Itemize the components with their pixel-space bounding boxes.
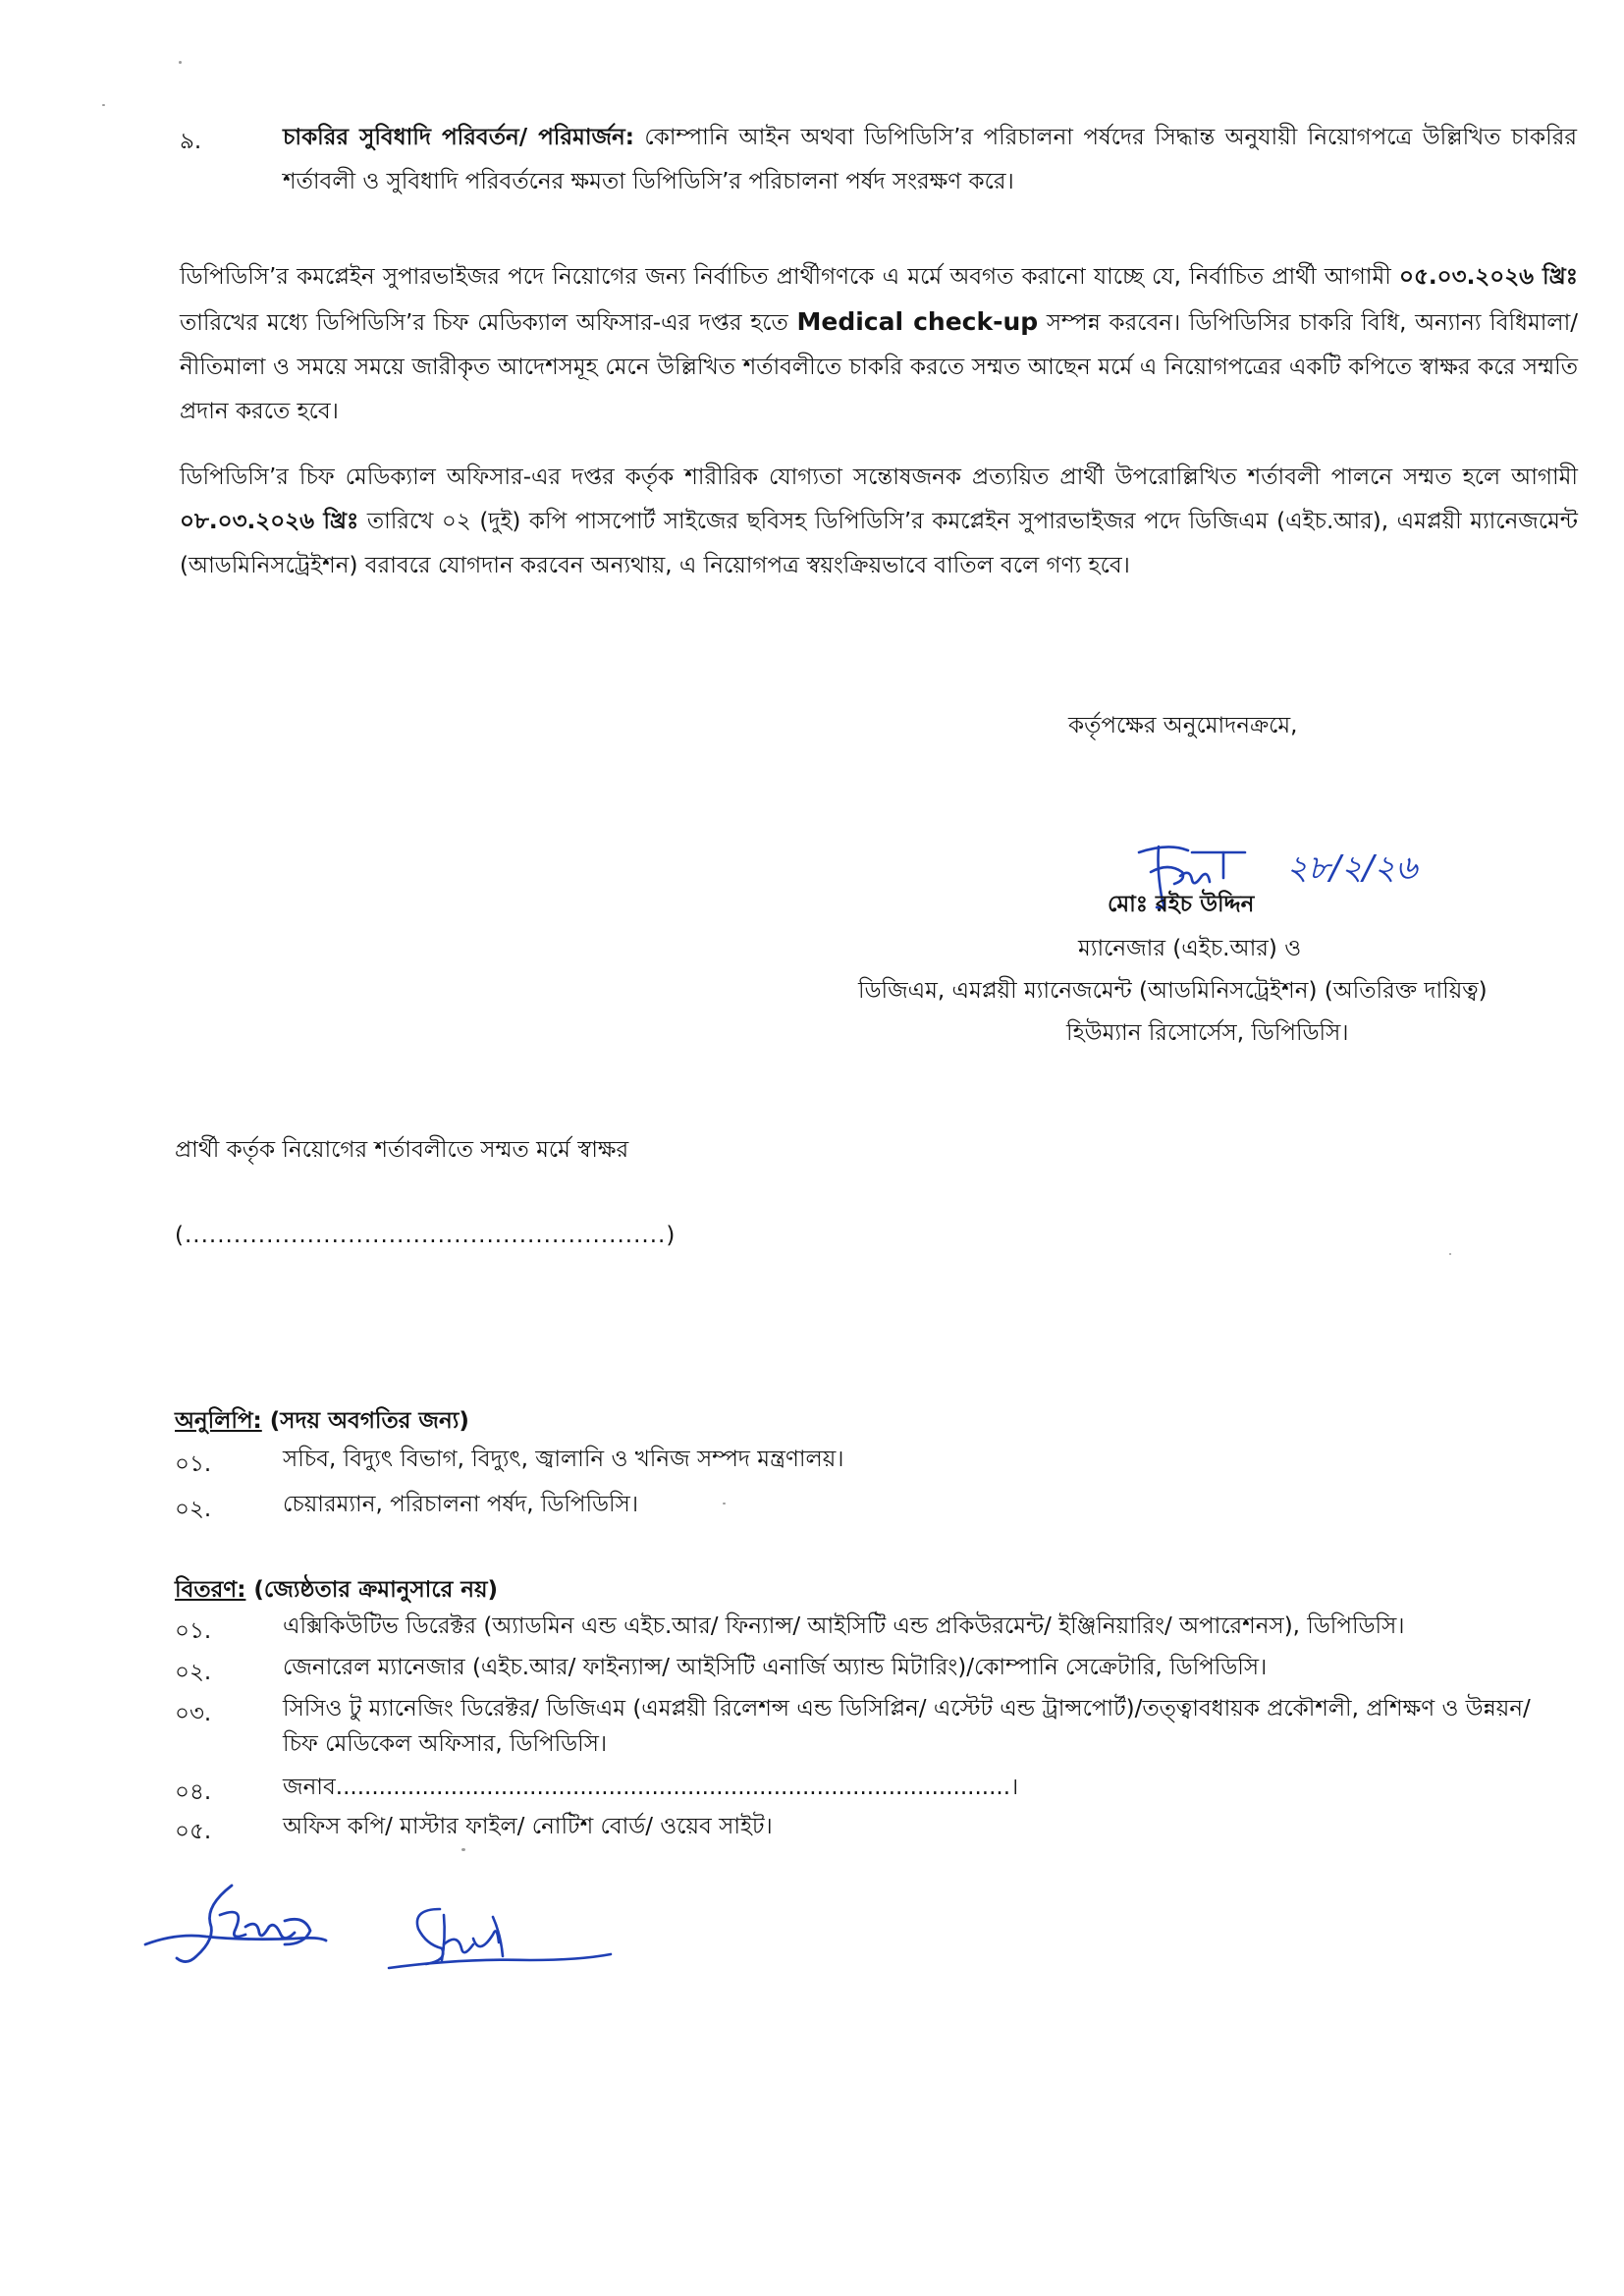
para1-text: তারিখের মধ্যে ডিপিডিসি’র চিফ মেডিক্যাল অফিসার-এর দপ্তর হতে — [180, 310, 797, 336]
joining-date: ০৮.০৩.২০২৬ খ্রিঃ — [180, 509, 359, 534]
medical-checkup-paragraph — [180, 255, 1578, 434]
distribution-item-number: ০৫. — [175, 1819, 212, 1844]
copy-item-text: চেয়ারম্যান, পরিচালনা পর্ষদ, ডিপিডিসি। — [283, 1492, 639, 1517]
signatory-designation-1: ম্যানেজার (এইচ.আর) ও — [1078, 936, 1302, 961]
signatory-designation-2: ডিজিএম, এমপ্লয়ী ম্যানেজমেন্ট (আডমিনিসট্রেইশন) (অতিরিক্ত দায়িত্ব) — [858, 978, 1488, 1004]
medical-date: ০৫.০৩.২০২৬ খ্রিঃ — [1399, 264, 1578, 290]
copy-section-heading — [175, 1402, 469, 1441]
distribution-subheading: (জ্যেষ্ঠতার ক্রমানুসারে নয়) — [245, 1577, 499, 1603]
scan-speck — [179, 61, 182, 64]
distribution-label: বিতরণ: — [175, 1577, 246, 1603]
clause-body: কোম্পানি আইন অথবা ডিপিডিসি’র পরিচালনা পর্ষদের সিদ্ধান্ত অনুযায়ী নিয়োগপত্রে উল্লিখিত চাকরির শর্তাবলী ও সুবিধাদি পরিবর্তনের ক্ষমতা ডিপিডিসি’র পরিচালনা পর্ষদ সংরক্ষণ করে। — [283, 125, 1577, 194]
copy-item-text: সচিব, বিদ্যুৎ বিভাগ, বিদ্যুৎ, জ্বালানি ও খনিজ সম্পদ মন্ত্রণালয়। — [283, 1447, 844, 1472]
scan-speck — [723, 1503, 726, 1504]
copy-heading: অনুলিপি: — [175, 1408, 262, 1434]
distribution-item-number: ০৩. — [175, 1701, 212, 1726]
para2-text: ডিপিডিসি’র চিফ মেডিক্যাল অফিসার-এর দপ্তর কর্তৃক শারীরিক যোগ্যতা সন্তোষজনক প্রত্যয়িত প্রার্থী উপরোল্লিখিত শর্তাবলী পালনে সম্মত হলে আগামী — [180, 465, 1578, 490]
signatory-name: মোঃ রইচ উদ্দিন — [1108, 892, 1255, 917]
scan-speck — [1449, 1253, 1451, 1255]
scan-speck — [102, 104, 105, 106]
distribution-item-number: ০১. — [175, 1618, 212, 1644]
signature-date: ২৮/২/২৬ — [1286, 848, 1418, 888]
distribution-item-text: জনাব..............................................................................................। — [283, 1775, 1019, 1800]
copy-item-number: ০২. — [175, 1497, 212, 1522]
para2-text: তারিখে ০২ (দুই) কপি পাসপোর্ট সাইজের ছবিসহ ডিপিডিসি’র কমপ্লেইন সুপারভাইজর পদে ডিজিএম (এইচ.আর), এমপ্লয়ী ম্যানেজমেন্ট (আডমিনিসট্রেইশন) বরাবরে যোগদান করবেন অন্যথায়, এ নিয়োগপত্র স্বয়ংক্রিয়ভাবে বাতিল বলে গণ্য হবে। — [180, 509, 1578, 578]
initial-signature-left — [137, 1876, 334, 1984]
distribution-item-text: জেনারেল ম্যানেজার (এইচ.আর/ ফাইন্যান্স/ আইসিটি এনার্জি অ্যান্ড মিটারিং)/কোম্পানি সেক্রেটারি, ডিপিডিসি। — [283, 1655, 1268, 1680]
clause-9-text — [283, 116, 1577, 204]
signatory-designation-3: হিউম্যান রিসোর্সেস, ডিপিডিসি। — [1066, 1020, 1349, 1046]
joining-paragraph — [180, 456, 1578, 588]
distribution-item-number: ০৪. — [175, 1779, 212, 1805]
distribution-item-text: অফিস কপি/ মাস্টার ফাইল/ নোটিশ বোর্ড/ ওয়েব সাইট। — [283, 1814, 773, 1839]
clause-number: ৯. — [180, 129, 202, 154]
distribution-heading — [175, 1571, 498, 1610]
copy-item-number: ০১. — [175, 1451, 212, 1477]
copy-subheading: (সদয় অবগতির জন্য) — [261, 1408, 469, 1434]
medical-checkup-label: Medical check-up — [796, 307, 1039, 336]
para1-text: ডিপিডিসি’র কমপ্লেইন সুপারভাইজর পদে নিয়োগের জন্য নির্বাচিত প্রার্থীগণকে এ মর্মে অবগত করানো যাচ্ছে যে, নির্বাচিত প্রার্থী আগামী — [180, 264, 1400, 290]
distribution-item-text: এক্সিকিউটিভ ডিরেক্টর (অ্যাডমিন এন্ড এইচ.আর/ ফিন্যান্স/ আইসিটি এন্ড প্রকিউরমেন্ট/ ইঞ্জিনিয়ারিং/ অপারেশনস), ডিপিডিসি। — [283, 1613, 1405, 1639]
distribution-item-number: ০২. — [175, 1660, 212, 1685]
candidate-sign-label: প্রার্থী কর্তৃক নিয়োগের শর্তাবলীতে সম্মত মর্মে স্বাক্ষর — [175, 1137, 629, 1163]
approval-text: কর্তৃপক্ষের অনুমোদনক্রমে, — [1068, 713, 1298, 738]
scan-speck — [461, 1848, 465, 1851]
para1-text: সম্পন্ন করবেন। ডিপিডিসির চাকরি বিধি, অন্যান্য বিধিমালা/ নীতিমালা ও সময়ে সময়ে জারীকৃত আদেশসমূহ মেনে উল্লিখিত শর্তাবলীতে চাকরি করতে সম্মত আছেন মর্মে এ নিয়োগপত্রের একটি কপিতে স্বাক্ষর করে সম্মতি প্রদান করতে হবে। — [180, 310, 1578, 424]
initial-signature-right — [383, 1895, 619, 1984]
clause-heading: চাকরির সুবিধাদি পরিবর্তন/ পরিমার্জন: — [283, 125, 634, 150]
candidate-sign-line: (...........................................................) — [175, 1223, 677, 1248]
distribution-item-text: সিসিও টু ম্যানেজিং ডিরেক্টর/ ডিজিএম (এমপ্লয়ী রিলেশন্স এন্ড ডিসিপ্লিন/ এস্টেট এন্ড ট্রান্সপোর্ট)/তত্ত্বাবধায়ক প্রকৌশলী, প্রশিক্ষণ ও উন্নয়ন/ চিফ মেডিকেল অফিসার, ডিপিডিসি। — [283, 1696, 1531, 1757]
